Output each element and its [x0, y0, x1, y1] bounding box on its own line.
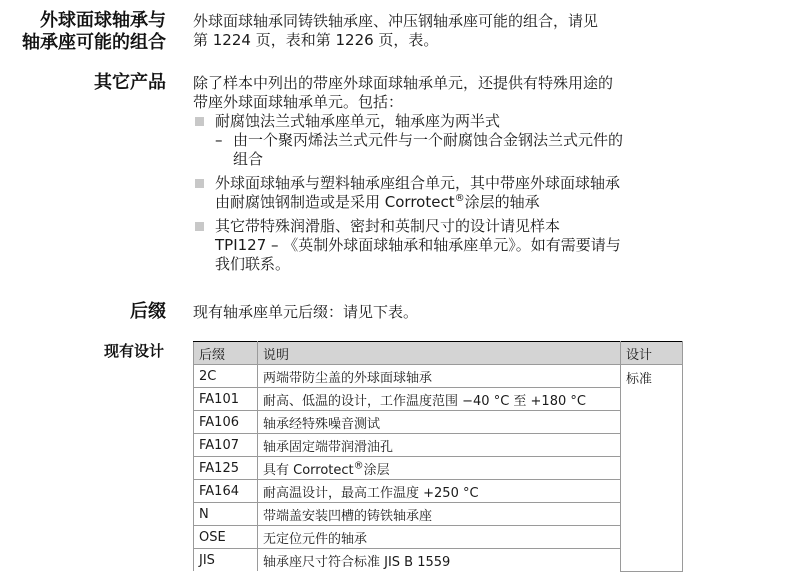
suffix-code: OSE: [194, 526, 258, 549]
section-heading-suffix: 后缀: [130, 301, 166, 322]
table-row: [194, 457, 683, 480]
suffix-description: 轴承座尺寸符合标准 JIS B 1559: [258, 549, 621, 572]
suffix-code: FA125: [194, 457, 258, 480]
bullet-item: 外球面球轴承与塑料轴承座组合单元，其中带座外球面球轴承 由耐腐蚀钢制造或是采用 Corrotect®涂层的轴承: [193, 174, 713, 212]
bullet-item: 耐腐蚀法兰式轴承座单元，轴承座为两半式: [193, 112, 713, 131]
square-bullet-icon: [195, 117, 204, 126]
dash-bullet-icon: –: [215, 131, 223, 149]
suffix-description: 具有 Corrotect®涂层: [258, 457, 621, 480]
table-row: [194, 388, 683, 411]
suffix-code: FA107: [194, 434, 258, 457]
suffix-description: 轴承固定端带润滑油孔: [258, 434, 621, 457]
table-row: [194, 434, 683, 457]
suffix-description: 轴承经特殊噪音测试: [258, 411, 621, 434]
suffix-code: FA164: [194, 480, 258, 503]
section-heading-combinations: 外球面球轴承与 轴承座可能的组合: [22, 10, 166, 53]
table-row: [194, 411, 683, 434]
suffix-code: N: [194, 503, 258, 526]
design-standard-cell: 标准: [621, 365, 683, 572]
combinations-text: 外球面球轴承同铸铁轴承座、冲压钢轴承座可能的组合，请见 第 1224 页，表和第 1226 页，表。: [193, 12, 599, 49]
square-bullet-icon: [195, 179, 204, 188]
suffix-description: 耐高温设计，最高工作温度 +250 °C: [258, 480, 621, 503]
square-bullet-icon: [195, 222, 204, 231]
suffix-description: 耐高、低温的设计，工作温度范围 −40 °C 至 +180 °C: [258, 388, 621, 411]
suffix-code: FA101: [194, 388, 258, 411]
table-row: [194, 480, 683, 503]
suffix-code: 2C: [194, 365, 258, 388]
suffix-description: 两端带防尘盖的外球面球轴承: [258, 365, 621, 388]
section-heading-other-products: 其它产品: [94, 72, 166, 93]
suffix-code: FA106: [194, 411, 258, 434]
section-heading-designs: 现有设计: [103, 342, 164, 360]
table-row: [194, 549, 683, 572]
column-header-description: 说明: [258, 342, 621, 365]
suffix-description: 无定位元件的轴承: [258, 526, 621, 549]
suffix-code: JIS: [194, 549, 258, 572]
table-row: [194, 503, 683, 526]
bullet-item: 其它带特殊润滑脂、密封和英制尺寸的设计请见样本 TPI127 – 《英制外球面球轴承和轴承座单元》。如有需要请与 我们联系。: [193, 217, 713, 274]
sub-bullet-item: – 由一个聚丙烯法兰式元件与一个耐腐蚀合金钢法兰式元件的 组合: [215, 131, 624, 168]
column-header-suffix: 后缀: [194, 342, 258, 365]
suffix-text: 现有轴承座单元后缀：请见下表。: [193, 303, 419, 321]
other-products-text: 除了样本中列出的带座外球面球轴承单元，还提供有特殊用途的 带座外球面球轴承单元。包括： 耐腐蚀法兰式轴承座单元，轴承座为两半式 – 由一个聚丙烯法兰式元件与一个耐腐蚀合金钢法兰式元件的 组合 外球面球轴承与塑料轴承座组合单元，其中带座外球面球轴承 由耐腐蚀钢制造或是采用 Corrotect®涂层的轴承 其它带特殊润滑脂、密封和英制尺寸的设计请见样本 TPI127 – 《英制外球面球轴承和轴承座单元》。如有需要请与 我们联系。: [193, 74, 713, 274]
table-header-row: [194, 342, 683, 365]
suffix-table: [193, 341, 683, 572]
table-row: [194, 365, 683, 388]
column-header-design: 设计: [621, 342, 683, 365]
suffix-description: 带端盖安装凹槽的铸铁轴承座: [258, 503, 621, 526]
table-row: [194, 526, 683, 549]
